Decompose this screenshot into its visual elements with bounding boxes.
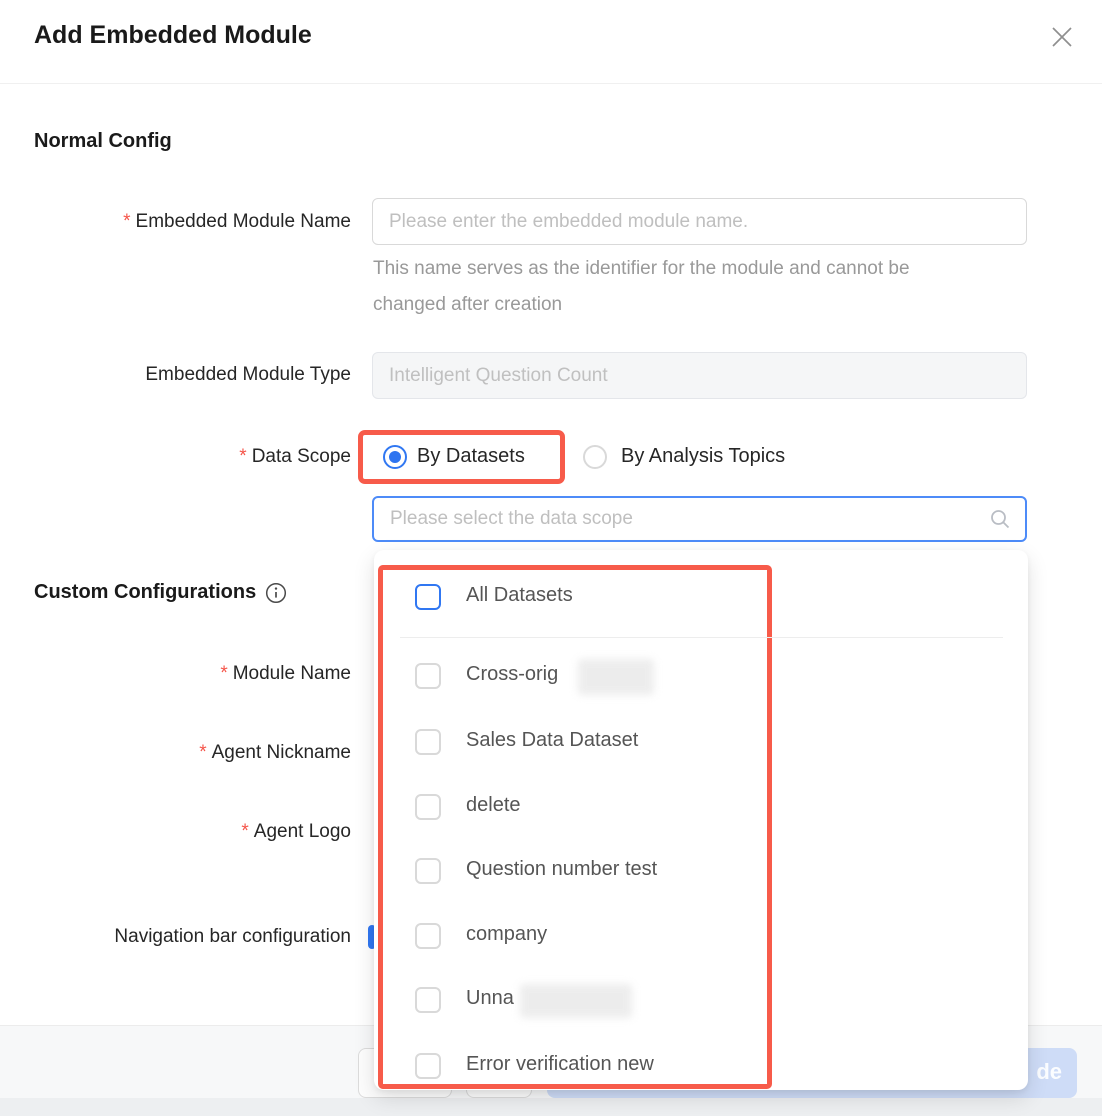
checkbox-delete[interactable] bbox=[415, 794, 441, 820]
dropdown-item-label[interactable]: Question number test bbox=[466, 858, 658, 880]
checkbox-unnamed[interactable] bbox=[415, 987, 441, 1013]
close-button[interactable] bbox=[1048, 23, 1076, 51]
dropdown-item-label[interactable]: Sales Data Dataset bbox=[466, 729, 639, 751]
data-scope-select[interactable] bbox=[372, 496, 1027, 542]
normal-config-heading-text: Normal Config bbox=[34, 130, 172, 152]
custom-config-heading bbox=[34, 581, 287, 604]
dialog-title: Add Embedded Module bbox=[34, 21, 312, 49]
module-name-label: * Module Name bbox=[220, 663, 351, 684]
required-marker: * bbox=[123, 211, 131, 232]
required-marker: * bbox=[220, 663, 228, 684]
embedded-module-type-input bbox=[372, 352, 1027, 399]
embedded-module-type-label: Embedded Module Type bbox=[145, 364, 351, 385]
checkbox-company[interactable] bbox=[415, 923, 441, 949]
embedded-module-name-input[interactable] bbox=[372, 198, 1027, 245]
checkbox-all-datasets[interactable] bbox=[415, 584, 441, 610]
agent-nickname-label: * Agent Nickname bbox=[199, 742, 351, 763]
dropdown-item-label[interactable]: All Datasets bbox=[466, 584, 573, 606]
required-marker: * bbox=[241, 821, 249, 842]
data-scope-label: * Data Scope bbox=[239, 446, 351, 467]
checkbox-question-number-test[interactable] bbox=[415, 858, 441, 884]
dropdown-item-all-datasets[interactable] bbox=[374, 582, 1028, 638]
dropdown-item-sales-data-dataset[interactable] bbox=[374, 727, 1028, 783]
required-marker: * bbox=[239, 446, 247, 467]
dropdown-item-label[interactable]: Unna bbox=[466, 987, 514, 1009]
info-icon[interactable] bbox=[265, 582, 287, 604]
redacted-text-patch bbox=[578, 659, 654, 695]
agent-logo-label: * Agent Logo bbox=[241, 821, 351, 842]
dropdown-item-label[interactable]: company bbox=[466, 923, 548, 945]
dropdown-divider bbox=[400, 637, 1003, 638]
data-scope-select-input[interactable] bbox=[374, 498, 1025, 540]
embedded-module-name-label: * Embedded Module Name bbox=[123, 211, 351, 232]
dropdown-item-label[interactable]: Cross-orig bbox=[466, 663, 559, 685]
close-icon bbox=[1048, 23, 1076, 51]
data-scope-dropdown bbox=[374, 550, 1028, 1090]
radio-by-analysis-topics-label[interactable]: By Analysis Topics bbox=[621, 445, 786, 467]
dropdown-item-cross-orig[interactable] bbox=[374, 661, 1028, 717]
dropdown-item-label[interactable]: delete bbox=[466, 794, 521, 816]
custom-config-heading-text: Custom Configurations bbox=[34, 581, 257, 603]
normal-config-heading bbox=[34, 130, 172, 153]
footer-primary-button-text: de bbox=[1036, 1059, 1062, 1084]
dropdown-item-label[interactable]: Error verification new bbox=[466, 1053, 654, 1075]
dialog-header bbox=[0, 0, 1102, 84]
search-icon bbox=[989, 508, 1011, 530]
navigation-bar-config-label: Navigation bar configuration bbox=[114, 926, 351, 947]
dropdown-item-error-verification-new[interactable] bbox=[374, 1051, 1028, 1107]
checkbox-error-verification-new[interactable] bbox=[415, 1053, 441, 1079]
dropdown-item-delete[interactable] bbox=[374, 792, 1028, 848]
dropdown-item-question-number-test[interactable] bbox=[374, 856, 1028, 912]
checkbox-cross-orig[interactable] bbox=[415, 663, 441, 689]
radio-by-analysis-topics[interactable] bbox=[583, 445, 607, 469]
dropdown-item-unnamed[interactable] bbox=[374, 985, 1028, 1041]
required-marker: * bbox=[199, 742, 207, 763]
checkbox-sales-data-dataset[interactable] bbox=[415, 729, 441, 755]
redacted-text-patch bbox=[520, 984, 632, 1018]
module-name-helper-text: This name serves as the identifier for the module and cannot be changed after creation bbox=[373, 258, 910, 315]
radio-by-datasets[interactable] bbox=[383, 445, 407, 469]
radio-by-datasets-label[interactable]: By Datasets bbox=[417, 445, 525, 467]
dropdown-item-company[interactable] bbox=[374, 921, 1028, 977]
